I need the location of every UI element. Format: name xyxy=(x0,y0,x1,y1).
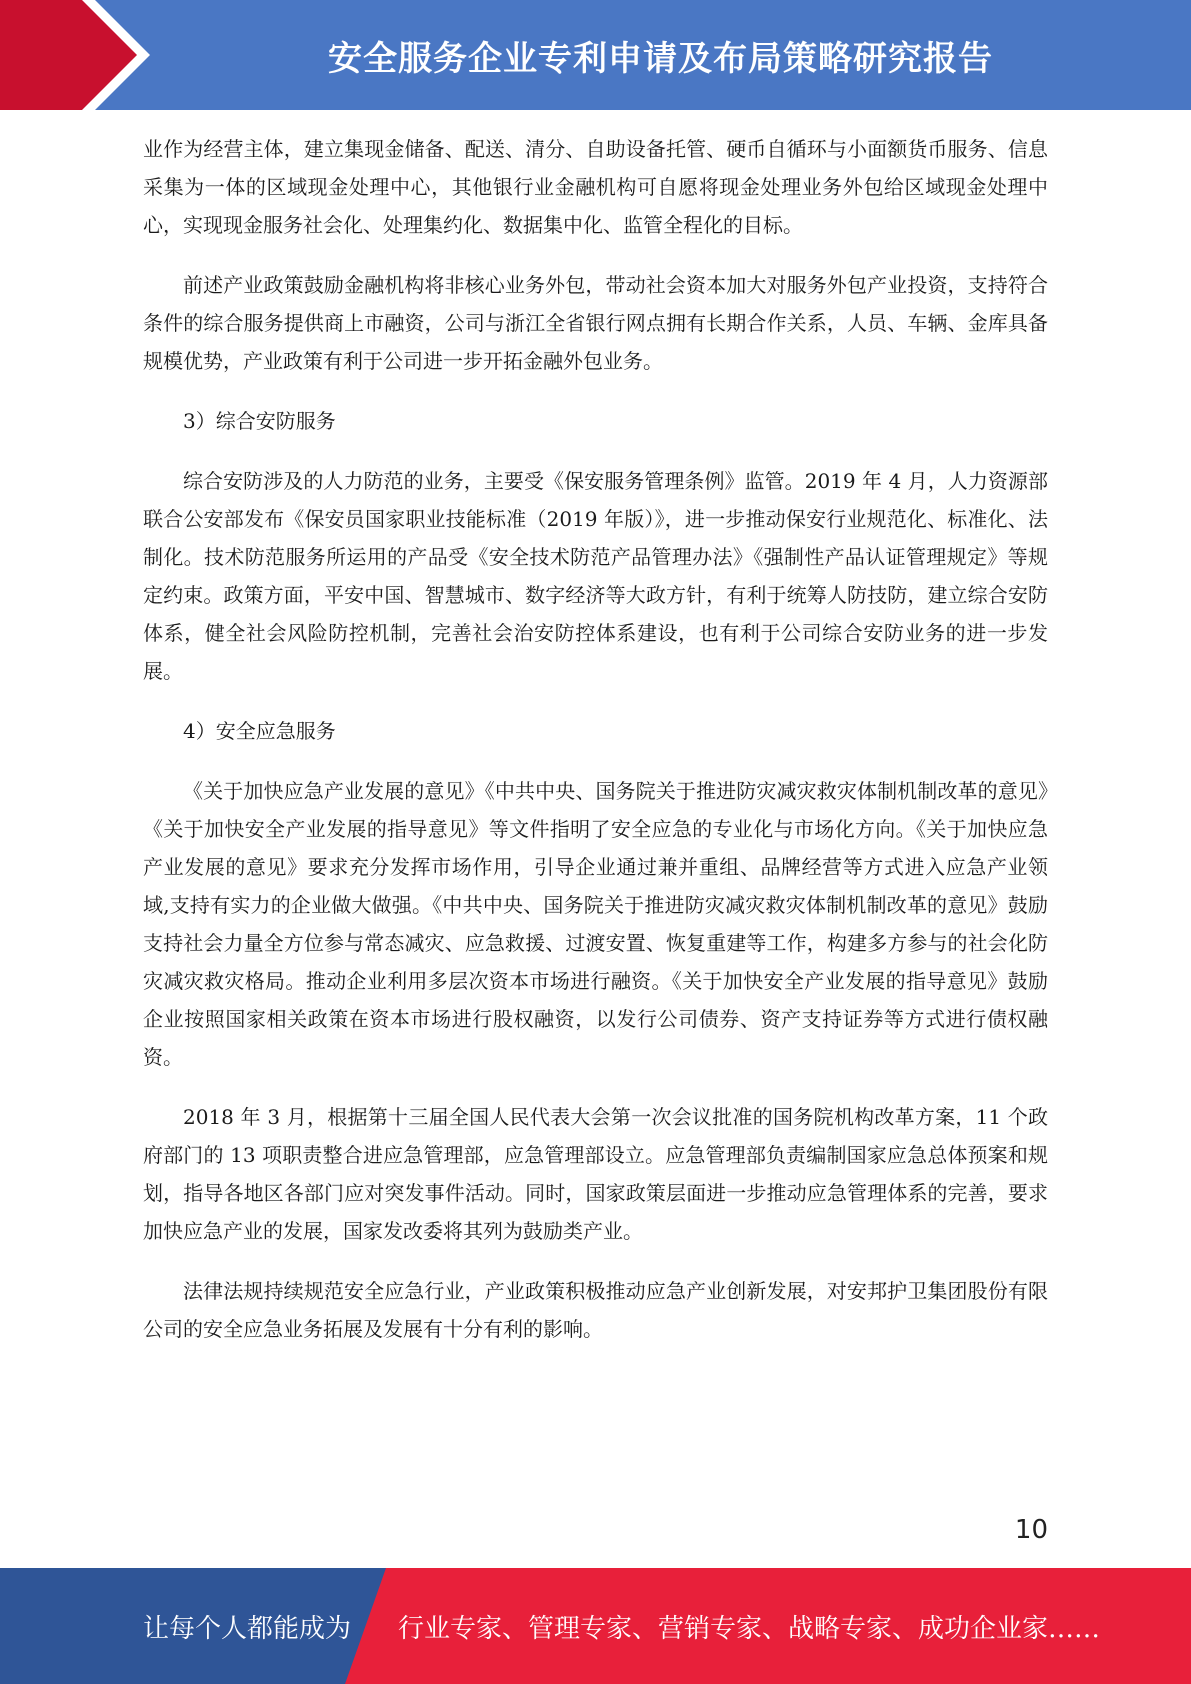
footer-slogan-right: 行业专家、管理专家、营销专家、战略专家、成功企业家…… xyxy=(398,1613,1101,1644)
section-heading-security-services: 3）综合安防服务 xyxy=(183,409,336,433)
section-heading-emergency-services: 4）安全应急服务 xyxy=(183,719,336,743)
footer-slogan-left: 让每个人都能成为 xyxy=(143,1613,352,1644)
report-title: 安全服务企业专利申请及布局策略研究报告 xyxy=(328,38,993,79)
paragraph-emergency-ministry: 2018 年 3 月，根据第十三届全国人民代表大会第一次会议批准的国务院机构改革方案，11 个政府部门的 13 项职责整合进应急管理部，应急管理部设立。应急管理部负责编制国家应急总体预案和规划，指导各地区各部门应对突发事件活动。同时，国家政策层面进一步推动应急管理体系的完善，要求加快应急产业的发展，国家发改委将其列为鼓励类产业。 xyxy=(143,1105,1048,1243)
page-number: 10 xyxy=(1014,1515,1048,1545)
paragraph-outsourcing-policy: 前述产业政策鼓励金融机构将非核心业务外包，带动社会资本加大对服务外包产业投资，支持符合条件的综合服务提供商上市融资，公司与浙江全省银行网点拥有长期合作关系，人员、车辆、金库具备规模优势，产业政策有利于公司进一步开拓金融外包业务。 xyxy=(143,273,1048,373)
page-header xyxy=(0,0,1191,110)
paragraph-conclusion: 法律法规持续规范安全应急行业，产业政策积极推动应急产业创新发展，对安邦护卫集团股份有限公司的安全应急业务拓展及发展有十分有利的影响。 xyxy=(143,1279,1048,1341)
document-body xyxy=(143,130,1048,1370)
page-footer xyxy=(0,1568,1191,1684)
paragraph-continuation: 业作为经营主体，建立集现金储备、配送、清分、自助设备托管、硬币自循环与小面额货币服务、信息采集为一体的区域现金处理中心，其他银行业金融机构可自愿将现金处理业务外包给区域现金处理中心，实现现金服务社会化、处理集约化、数据集中化、监管全程化的目标。 xyxy=(143,137,1048,237)
chevron-decoration-icon xyxy=(0,0,160,110)
paragraph-security-regulation: 综合安防涉及的人力防范的业务，主要受《保安服务管理条例》监管。2019 年 4 月，人力资源部联合公安部发布《保安员国家职业技能标准（2019 年版）》，进一步推动保安行业规范化、标准化、法制化。技术防范服务所运用的产品受《安全技术防范产品管理办法》《强制性产品认证管理规定》等规定约束。政策方面，平安中国、智慧城市、数字经济等大政方针，有利于统筹人防技防，建立综合安防体系，健全社会风险防控机制，完善社会治安防控体系建设，也有利于公司综合安防业务的进一步发展。 xyxy=(143,469,1048,683)
paragraph-emergency-policies: 《关于加快应急产业发展的意见》《中共中央、国务院关于推进防灾减灾救灾体制机制改革的意见》《关于加快安全产业发展的指导意见》等文件指明了安全应急的专业化与市场化方向。《关于加快应急产业发展的意见》要求充分发挥市场作用，引导企业通过兼并重组、品牌经营等方式进入应急产业领域,支持有实力的企业做大做强。《中共中央、国务院关于推进防灾减灾救灾体制机制改革的意见》鼓励支持社会力量全方位参与常态减灾、应急救援、过渡安置、恢复重建等工作，构建多方参与的社会化防灾减灾救灾格局。推动企业利用多层次资本市场进行融资。《关于加快安全产业发展的指导意见》鼓励企业按照国家相关政策在资本市场进行股权融资，以发行公司债券、资产支持证券等方式进行债权融资。 xyxy=(143,779,1048,1069)
